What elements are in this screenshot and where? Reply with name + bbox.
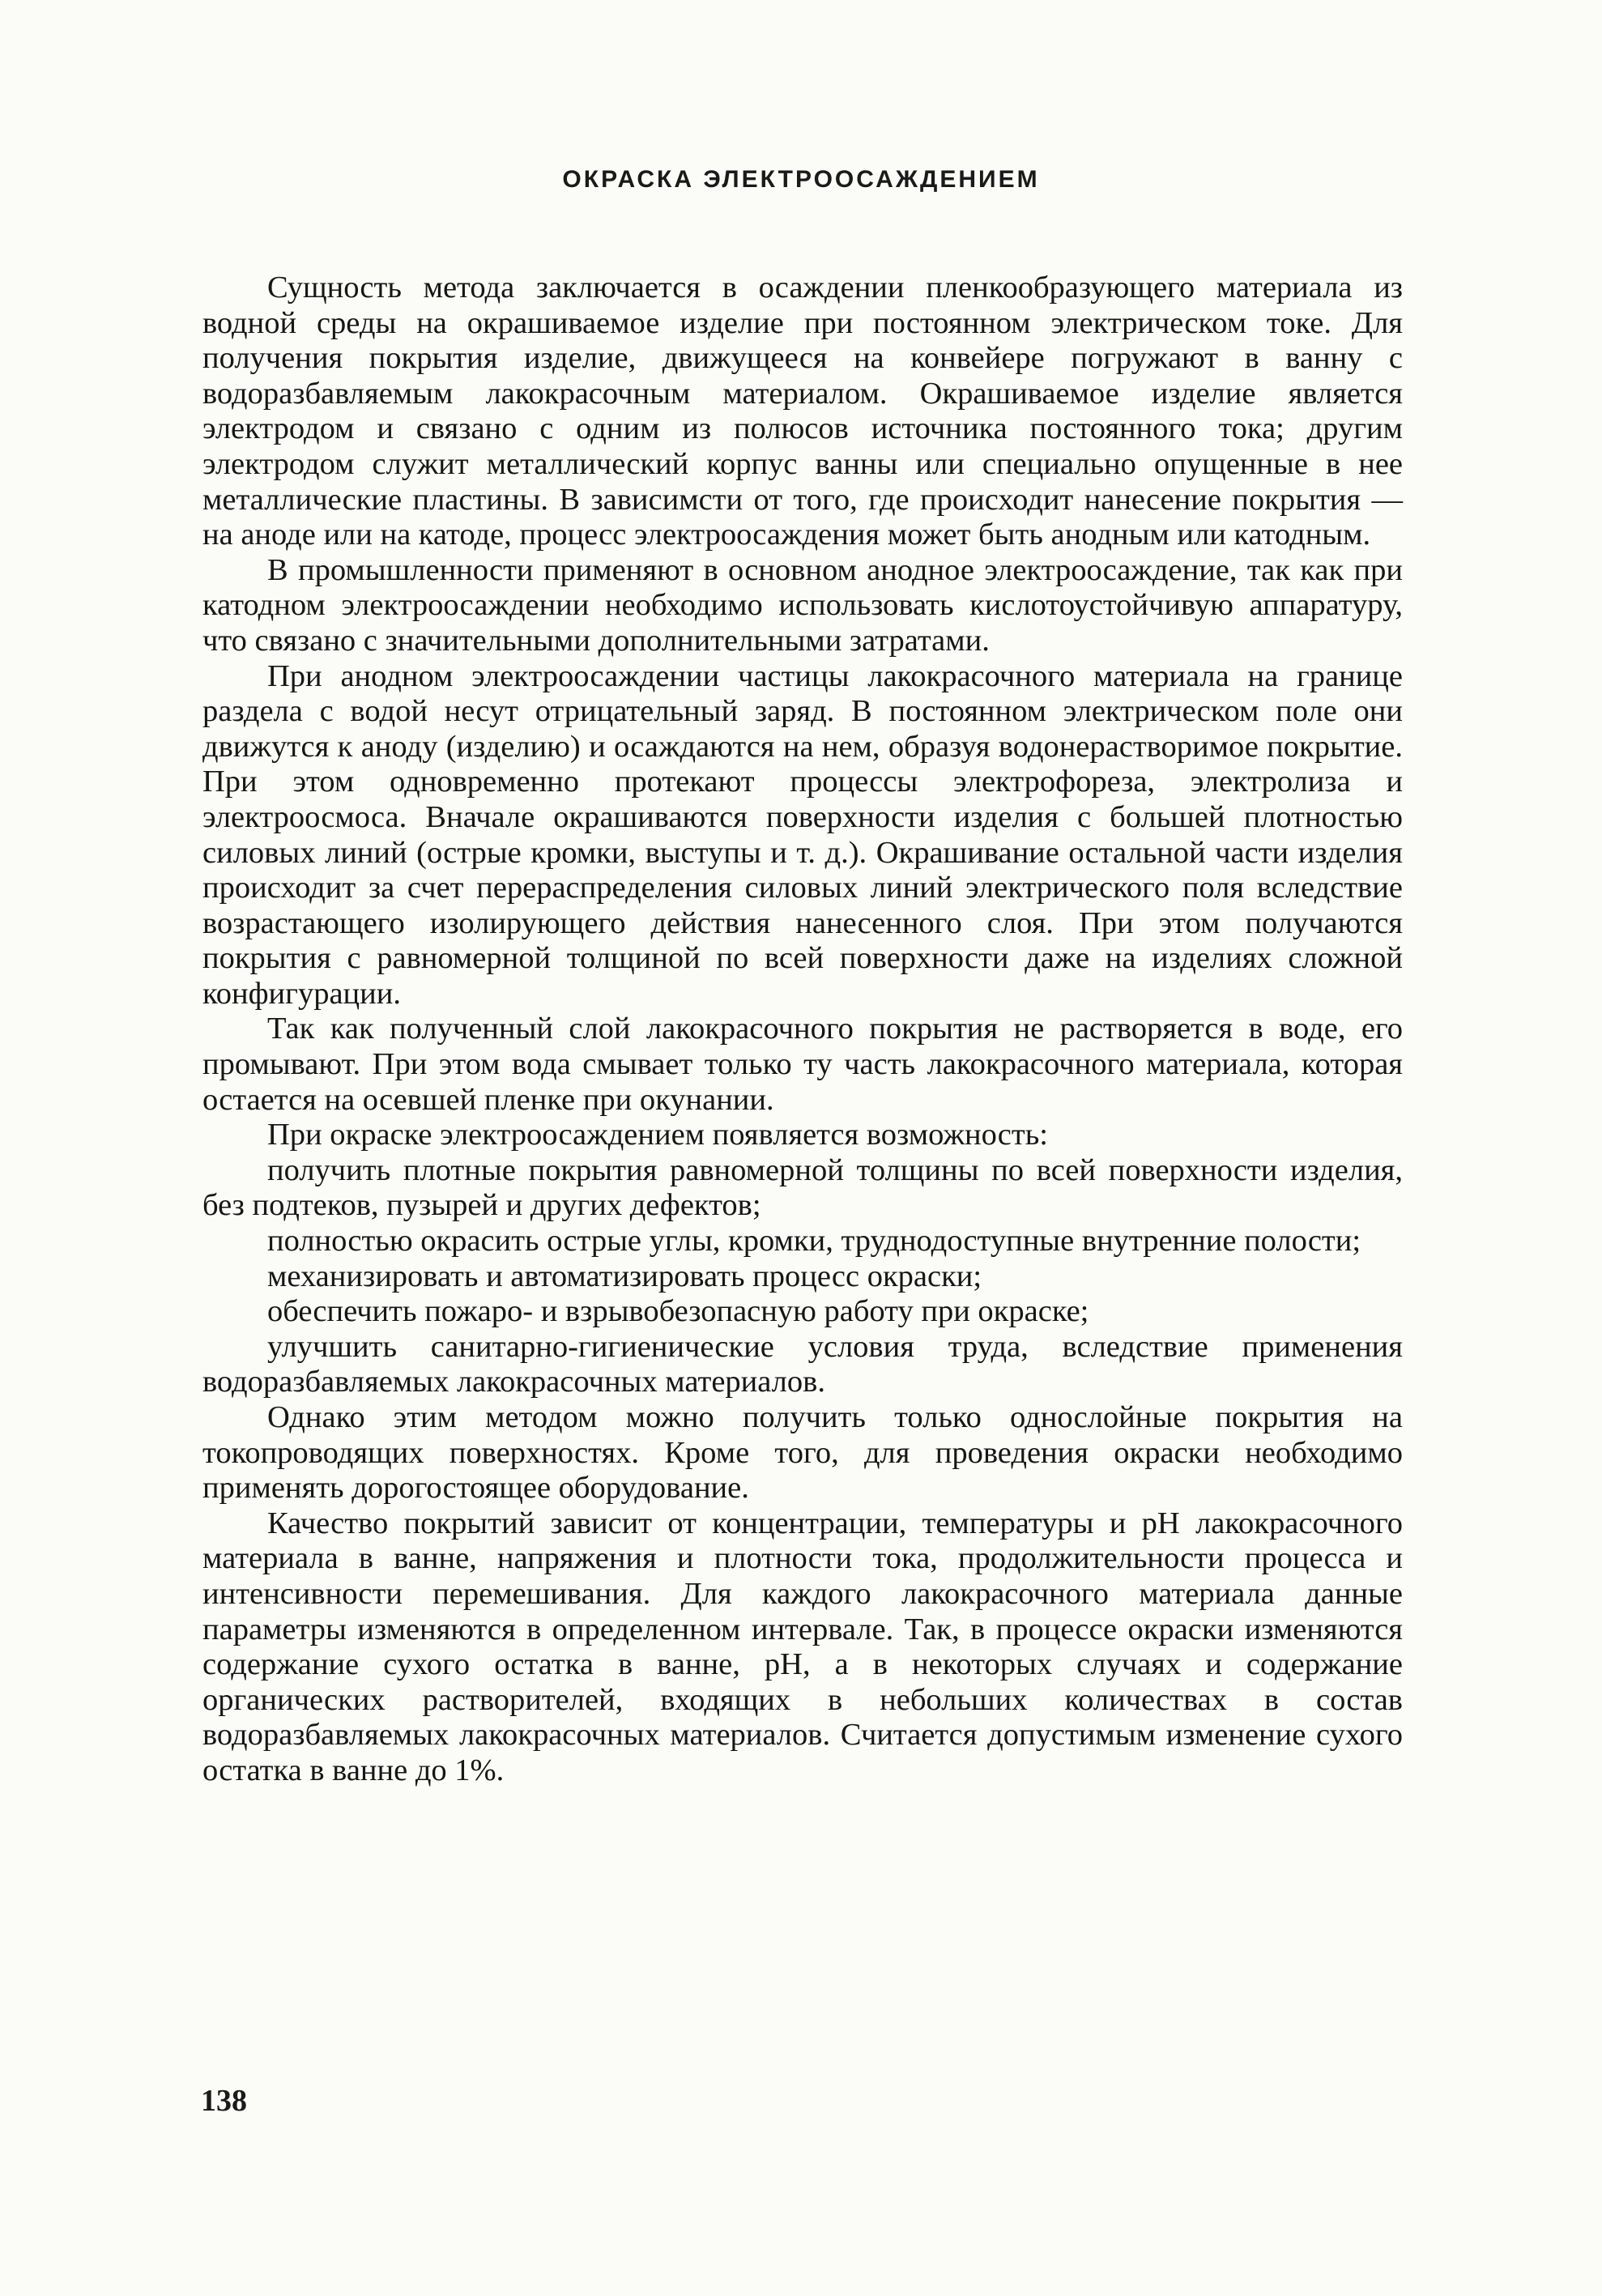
paragraph-limitations: Однако этим методом можно получить только однослойные покрытия на токопроводящих поверхностях. Кроме того, для проведения окраски необходимо применять дорогостоящее оборудование. [202, 1400, 1403, 1506]
advantage-item: обеспечить пожаро- и взрывобезопасную работу при окраске; [267, 1294, 1089, 1329]
paragraph-rinsing: Так как полученный слой лакокрасочного покрытия не растворяется в воде, его промывают. При этом вода смывает только ту часть лакокрасочного материала, которая остается на осевшей пленке при окунании. [202, 1012, 1403, 1117]
paragraph-advantages-intro: При окраске электроосаждением появляется возможность: [267, 1118, 1048, 1152]
advantage-item: улучшить санитарно-гигиенические условия труда, вследствие применения водоразбавляемых лакокрасочных материалов. [202, 1329, 1403, 1399]
paragraph-anodic-process: При анодном электроосаждении частицы лакокрасочного материала на границе раздела с водой несут отрицательный заряд. В постоянном электрическом поле они движутся к аноду (изделию) и осаждаются на нем, образуя водонерастворимое покрытие. При этом одновременно протекают процессы электрофореза, электролиза и электроосмоса. Вначале окрашиваются поверхности изделия с большей плотностью силовых линий (острые кромки, выступы и т. д.). Окрашивание остальной части изделия происходит за счет перераспределения силовых линий электрического поля вследствие возрастающего изолирующего действия нанесенного слоя. При этом получаются покрытия с равномерной толщиной по всей поверхности даже на изделиях сложной конфигурации. [202, 658, 1403, 1011]
paragraph-method-essence: Сущность метода заключается в осаждении пленкообразующего материала из водной среды на окрашиваемое изделие при постоянном электрическом токе. Для получения покрытия изделие, движущееся на конвейере погружают в ванну с водоразбавляемым лакокрасочным материалом. Окрашиваемое изделие является электродом и связано с одним из полюсов источника постоянного тока; другим электродом служит металлический корпус ванны или специально опущенные в нее металлические пластины. В зависимсти от того, где происходит нанесение покрытия — на аноде или на катоде, процесс электроосаждения может быть анодным или катодным. [202, 270, 1403, 552]
section-title: ОКРАСКА ЭЛЕКТРООСАЖДЕНИЕМ [562, 166, 1040, 193]
paragraph-industry-use: В промышленности применяют в основном анодное электроосаждение, так как при катодном электроосаждении необходимо использовать кислотоустойчивую аппаратуру, что связано с значительными дополнительными затратами. [202, 552, 1403, 658]
page-number: 138 [201, 2084, 247, 2118]
paragraph-quality-factors: Качество покрытий зависит от концентрации, температуры и pH лакокрасочного материала в ванне, напряжения и плотности тока, продолжительности процесса и интенсивности перемешивания. Для каждого лакокрасочного материала данные параметры изменяются в определенном интервале. Так, в процессе окраски изменяются содержание сухого остатка в ванне, pH, а в некоторых случаях и содержание органических растворителей, входящих в небольших количествах в состав водоразбавляемых лакокрасочных материалов. Считается допустимым изменение сухого остатка в ванне до 1%. [202, 1506, 1403, 1787]
advantage-item: получить плотные покрытия равномерной толщины по всей поверхности изделия, без подтеков, пузырей и других дефектов; [202, 1152, 1403, 1223]
body-text [202, 270, 1403, 1789]
advantage-item: полностью окрасить острые углы, кромки, труднодоступные внутренние полости; [267, 1224, 1361, 1259]
advantage-item: механизировать и автоматизировать процесс окраски; [267, 1259, 982, 1293]
